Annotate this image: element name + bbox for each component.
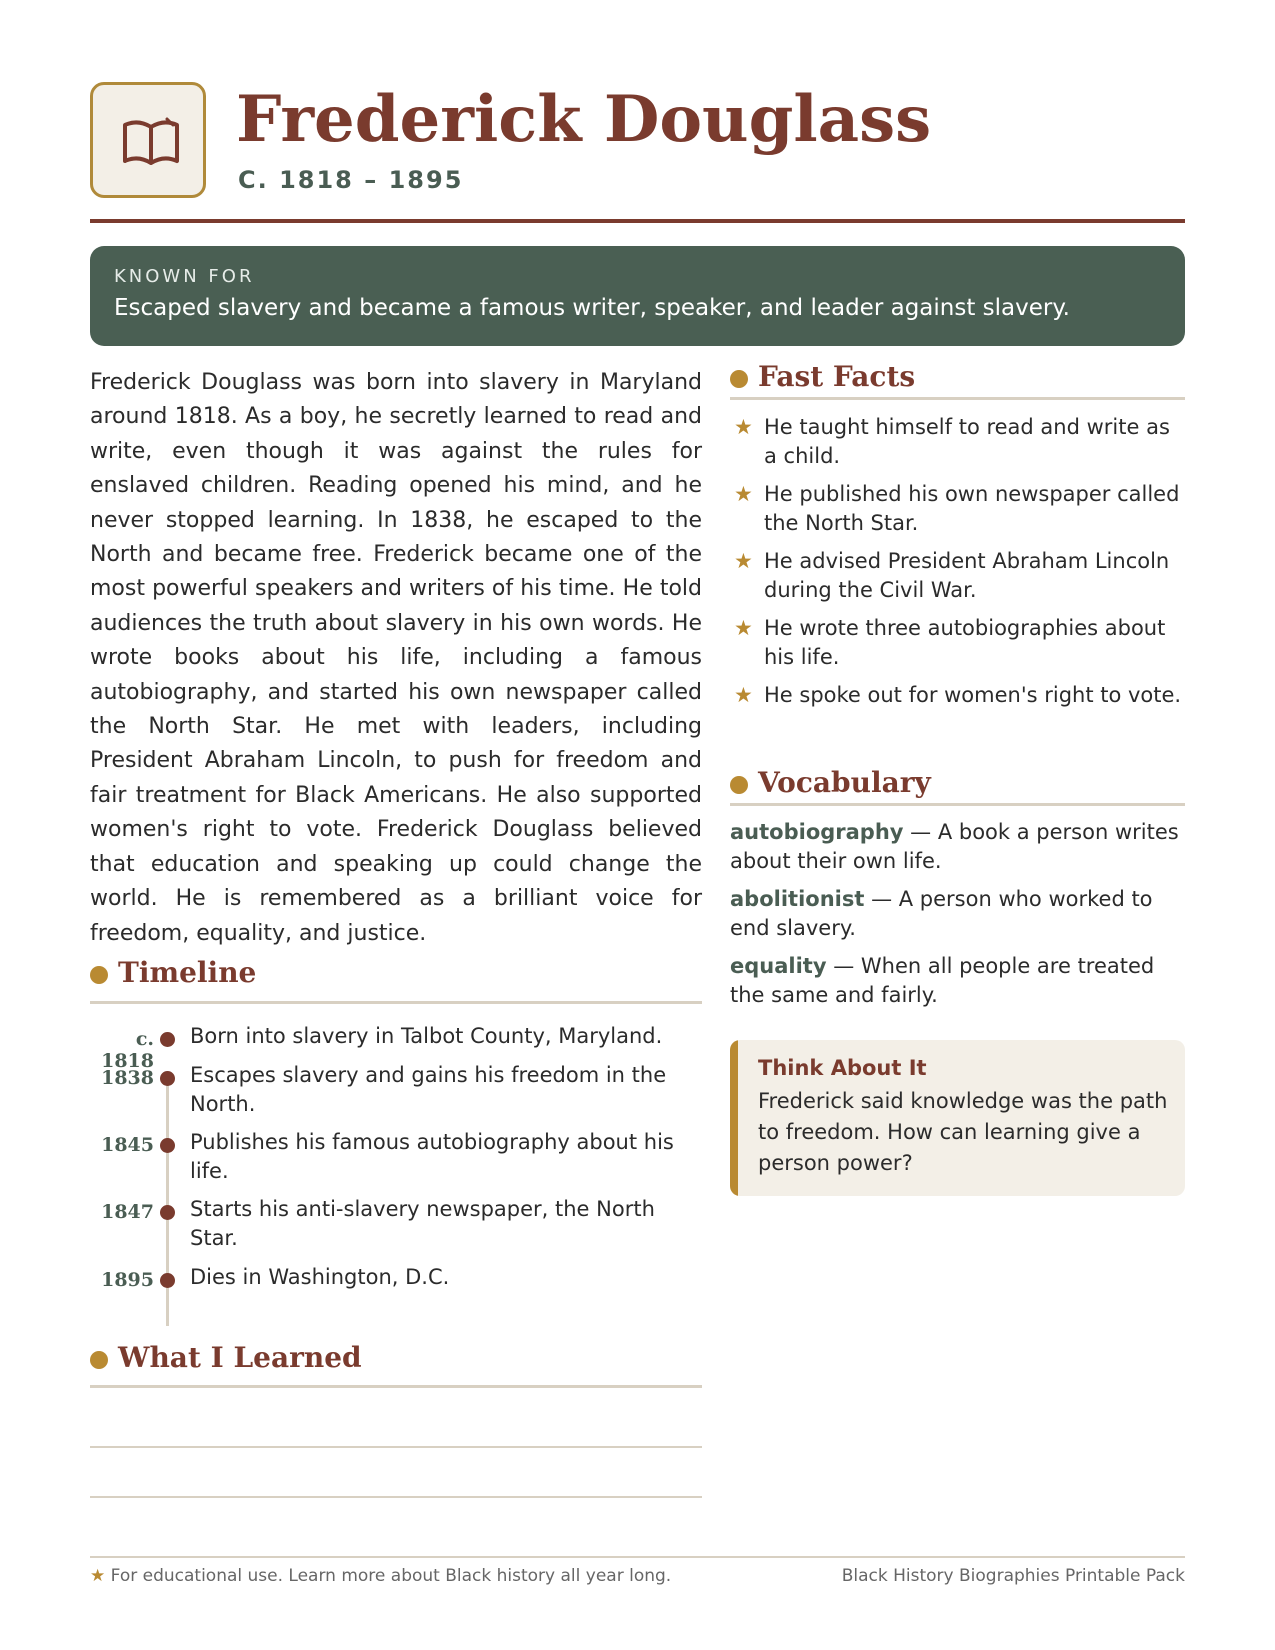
header-divider <box>90 219 1185 223</box>
vocab-definition: — A person who worked to end slavery. <box>730 887 1153 940</box>
think-text: Frederick said knowledge was the path to freedom. How can learning give a person power? <box>758 1089 1168 1175</box>
timeline-heading <box>90 956 702 996</box>
known-for-banner <box>90 246 1185 346</box>
vocab-term: autobiography <box>730 820 904 844</box>
footer-right: Black History Biographies Printable Pack <box>841 1566 1185 1586</box>
logo-badge <box>90 82 206 198</box>
fast-facts-rule <box>730 397 1185 400</box>
header <box>90 82 1185 222</box>
fact-text: He taught himself to read and write as a child. <box>764 415 1170 468</box>
fast-facts-heading-text: Fast Facts <box>758 360 916 393</box>
think-title: Think About It <box>758 1056 927 1080</box>
what-i-learned-rule <box>90 1385 702 1388</box>
book-icon <box>121 115 181 171</box>
vocabulary-rule <box>730 803 1185 806</box>
star-icon: ★ <box>734 482 753 506</box>
vocab-item <box>730 885 1185 943</box>
footer-divider <box>90 1556 1185 1558</box>
timeline-dot-icon <box>160 1138 175 1153</box>
writing-line[interactable] <box>90 1496 702 1498</box>
timeline-year: 1845 <box>101 1134 154 1156</box>
life-dates: C. 1818 – 1895 <box>238 166 464 194</box>
vocab-term: equality <box>730 954 827 978</box>
timeline-item <box>90 1130 702 1194</box>
fact-text: He advised President Abraham Lincoln during the Civil War. <box>764 549 1170 602</box>
star-icon: ★ <box>734 683 753 707</box>
star-icon: ★ <box>734 616 753 640</box>
bullet-dot-icon <box>730 370 748 388</box>
fact-text: He wrote three autobiographies about his life. <box>764 616 1166 669</box>
timeline-item <box>90 1265 702 1299</box>
star-icon: ★ <box>734 549 753 573</box>
bullet-dot-icon <box>90 1351 108 1369</box>
timeline-item <box>90 1197 702 1261</box>
known-for-label: KNOWN FOR <box>114 266 255 287</box>
timeline-year: 1847 <box>101 1201 154 1223</box>
think-accent-bar <box>730 1040 738 1196</box>
fact-text: He published his own newspaper called the North Star. <box>764 482 1180 535</box>
timeline-text: Dies in Washington, D.C. <box>190 1265 450 1289</box>
vocab-definition: — When all people are treated the same and fairly. <box>730 954 1155 1007</box>
timeline-text: Starts his anti-slavery newspaper, the North Star. <box>190 1197 655 1250</box>
what-i-learned-heading <box>90 1341 702 1381</box>
page-title: Frederick Douglass <box>236 82 932 157</box>
known-for-text: Escaped slavery and became a famous writer, speaker, and leader against slavery. <box>114 295 1070 321</box>
what-i-learned-heading-text: What I Learned <box>118 1341 362 1374</box>
think-about-it-box <box>730 1040 1185 1196</box>
timeline-year: c. 1818 <box>101 1028 154 1072</box>
vocabulary-heading-text: Vocabulary <box>758 766 931 799</box>
timeline-text: Born into slavery in Talbot County, Maryland. <box>190 1024 663 1048</box>
footer-left <box>90 1566 671 1586</box>
timeline-year: 1895 <box>101 1269 154 1291</box>
timeline-heading-text: Timeline <box>118 956 257 989</box>
timeline-text: Publishes his famous autobiography about his life. <box>190 1130 674 1183</box>
timeline-item <box>90 1063 702 1127</box>
vocab-item <box>730 818 1185 876</box>
timeline-dot-icon <box>160 1273 175 1288</box>
timeline-dot-icon <box>160 1032 175 1047</box>
timeline-item <box>90 1024 702 1072</box>
biography-text: Frederick Douglass was born into slavery in Maryland around 1818. As a boy, he secretly learned to read and write, even though it was against the rules for enslaved children. Reading opened his mind, and he never stopped learning. In 1838, he escaped to the North and became free. Frederick became one of the most powerful speakers and writers of his time. He told audiences the truth about slavery in his own words. He wrote books about his life, including a famous autobiography, and started his own newspaper called the North Star. He met with leaders, including President Abraham Lincoln, to push for freedom and fair treatment for Black Americans. He also supported women's right to vote. Frederick Douglass believed that education and speaking up could change the world. He is remembered as a brilliant voice for freedom, equality, and justice. <box>90 370 702 946</box>
timeline-year: 1838 <box>101 1067 154 1089</box>
vocab-term: abolitionist <box>730 887 865 911</box>
bullet-dot-icon <box>90 966 108 984</box>
star-icon: ★ <box>90 1566 106 1586</box>
footer-left-text: For educational use. Learn more about Black history all year long. <box>110 1566 672 1586</box>
bullet-dot-icon <box>730 776 748 794</box>
vocab-item <box>730 952 1185 1010</box>
vocabulary-heading <box>730 766 1185 806</box>
fast-facts-heading <box>730 360 1185 400</box>
star-icon: ★ <box>734 415 753 439</box>
fact-text: He spoke out for women's right to vote. <box>764 683 1182 707</box>
timeline-text: Escapes slavery and gains his freedom in the North. <box>190 1063 667 1116</box>
timeline-dot-icon <box>160 1071 175 1086</box>
timeline-rule <box>90 1001 702 1004</box>
writing-line[interactable] <box>90 1446 702 1448</box>
vocab-definition: — A book a person writes about their own life. <box>730 820 1179 873</box>
worksheet-page <box>90 0 1185 1650</box>
timeline-dot-icon <box>160 1205 175 1220</box>
